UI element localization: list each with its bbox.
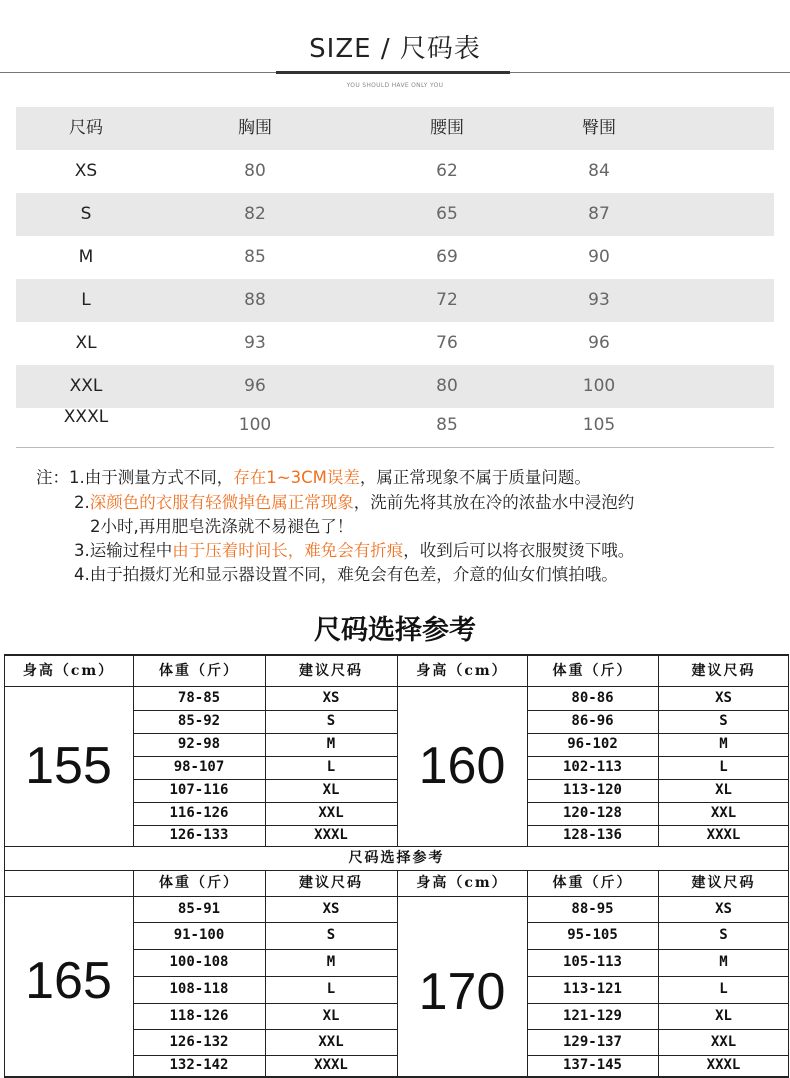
size-cell: S bbox=[719, 713, 728, 729]
size-cell: XS bbox=[715, 690, 732, 706]
bust-cell: 96 bbox=[244, 376, 266, 396]
bust-cell: 85 bbox=[244, 247, 266, 267]
header-weight: 体重（斤） bbox=[159, 875, 239, 891]
size-cell: XXXL bbox=[63, 407, 109, 427]
waist-cell: 76 bbox=[436, 333, 458, 353]
hip-cell: 90 bbox=[588, 247, 610, 267]
note-2-highlight: 深颜色的衣服有轻微掉色属正常现象 bbox=[89, 493, 354, 512]
size-cell: M bbox=[326, 954, 336, 970]
weight-cell: 78-85 bbox=[177, 690, 221, 706]
header-size: 建议尺码 bbox=[691, 875, 756, 891]
table-row bbox=[16, 150, 774, 193]
reference-title: 尺码选择参考 bbox=[314, 615, 476, 646]
waist-cell: 72 bbox=[436, 290, 458, 310]
weight-cell: 121-129 bbox=[562, 1008, 622, 1024]
size-cell: XXL bbox=[710, 805, 737, 821]
hip-cell: 105 bbox=[582, 415, 616, 435]
note-3-text: 3.运输过程中 bbox=[74, 541, 173, 560]
table-row bbox=[16, 279, 774, 322]
waist-cell: 80 bbox=[436, 376, 458, 396]
header-weight: 体重（斤） bbox=[159, 663, 239, 679]
weight-cell: 118-126 bbox=[169, 1008, 229, 1024]
weight-cell: 86-96 bbox=[571, 713, 614, 729]
header-cell-hip: 臀围 bbox=[582, 118, 616, 138]
weight-cell: 126-133 bbox=[169, 827, 229, 843]
weight-cell: 96-102 bbox=[567, 736, 618, 752]
size-cell: XS bbox=[322, 901, 340, 917]
page-subtitle: YOU SHOULD HAVE ONLY YOU bbox=[346, 82, 444, 89]
header-size: 建议尺码 bbox=[691, 663, 756, 679]
size-cell: XXXL bbox=[706, 1057, 741, 1073]
size-cell: XXL bbox=[710, 1034, 737, 1050]
table-row bbox=[16, 193, 774, 236]
note-2-text-end: ，洗前先将其放在冷的浓盐水中浸泡约 bbox=[353, 493, 635, 512]
size-cell: XXL bbox=[69, 376, 103, 396]
size-cell: L bbox=[719, 759, 728, 775]
header-height: 身高（cm） bbox=[22, 663, 115, 679]
bust-cell: 80 bbox=[244, 161, 266, 181]
size-table-header bbox=[16, 107, 774, 150]
height-165: 165 bbox=[25, 952, 112, 1010]
size-cell: XL bbox=[322, 1008, 340, 1024]
bust-cell: 100 bbox=[238, 415, 272, 435]
note-3-highlight: 由于压着时间长，难免会有折痕 bbox=[172, 541, 404, 560]
size-cell: S bbox=[326, 927, 336, 943]
size-cell: L bbox=[719, 981, 728, 997]
table-bottom-rule bbox=[16, 447, 774, 448]
weight-cell: 85-91 bbox=[177, 901, 221, 917]
size-cell: XL bbox=[715, 782, 732, 798]
weight-cell: 108-118 bbox=[169, 981, 229, 997]
size-cell: XXL bbox=[318, 1034, 344, 1050]
waist-cell: 65 bbox=[436, 204, 458, 224]
weight-cell: 120-128 bbox=[562, 805, 622, 821]
weight-cell: 132-142 bbox=[169, 1057, 229, 1073]
size-cell: S bbox=[326, 713, 336, 729]
note-3-text-end: ，收到后可以将衣服熨烫下哦。 bbox=[403, 541, 635, 560]
size-cell: M bbox=[719, 954, 728, 970]
weight-cell: 126-132 bbox=[169, 1034, 229, 1050]
waist-cell: 62 bbox=[436, 161, 458, 181]
size-cell: M bbox=[719, 736, 728, 752]
height-160: 160 bbox=[418, 737, 506, 795]
weight-cell: 95-105 bbox=[567, 927, 618, 943]
note-2-line2: 2小时,再用肥皂洗涤就不易褪色了！ bbox=[90, 517, 354, 536]
size-cell: XL bbox=[75, 333, 97, 353]
waist-cell: 69 bbox=[436, 247, 458, 267]
header-size: 建议尺码 bbox=[299, 663, 363, 679]
weight-cell: 137-145 bbox=[562, 1057, 622, 1073]
note-1-highlight: 存在1~3CM误差 bbox=[233, 468, 360, 487]
weight-cell: 100-108 bbox=[169, 954, 229, 970]
weight-cell: 113-120 bbox=[562, 782, 622, 798]
weight-cell: 107-116 bbox=[169, 782, 229, 798]
size-cell: XL bbox=[715, 1008, 732, 1024]
hip-cell: 96 bbox=[588, 333, 610, 353]
header-accent-bar bbox=[276, 71, 510, 74]
weight-cell: 128-136 bbox=[562, 827, 622, 843]
table-row bbox=[16, 236, 774, 279]
header-cell-size: 尺码 bbox=[69, 118, 103, 138]
size-cell: XXXL bbox=[706, 827, 741, 843]
header-cell-waist: 腰围 bbox=[430, 118, 464, 138]
size-cell: XXL bbox=[318, 805, 344, 821]
hip-cell: 93 bbox=[588, 290, 610, 310]
note-1-text: 注：1.由于测量方式不同， bbox=[36, 468, 234, 487]
height-170: 170 bbox=[418, 963, 506, 1021]
note-2 bbox=[74, 491, 634, 515]
weight-cell: 92-98 bbox=[177, 736, 221, 752]
size-cell: XL bbox=[322, 782, 340, 798]
note-3 bbox=[74, 539, 634, 563]
table-row bbox=[16, 404, 774, 447]
reference-subtitle: 尺码选择参考 bbox=[348, 850, 445, 866]
page-title: SIZE / 尺码表 bbox=[309, 34, 481, 64]
header-cell-bust: 胸围 bbox=[238, 118, 272, 138]
waist-cell: 85 bbox=[436, 415, 458, 435]
size-cell: S bbox=[80, 204, 92, 224]
size-cell: XXXL bbox=[314, 1057, 348, 1073]
note-1-text-end: ，属正常现象不属于质量问题。 bbox=[359, 468, 591, 487]
weight-cell: 113-121 bbox=[562, 981, 622, 997]
header-weight: 体重（斤） bbox=[552, 663, 633, 679]
weight-cell: 98-107 bbox=[173, 759, 225, 775]
weight-cell: 129-137 bbox=[562, 1034, 622, 1050]
size-cell: L bbox=[326, 981, 336, 997]
size-cell: XS bbox=[322, 690, 340, 706]
size-cell: XXXL bbox=[314, 827, 348, 843]
table-row bbox=[16, 322, 774, 365]
header-size: 建议尺码 bbox=[299, 875, 363, 891]
header-weight: 体重（斤） bbox=[552, 875, 633, 891]
size-cell: XS bbox=[715, 901, 732, 917]
height-155: 155 bbox=[25, 737, 112, 795]
hip-cell: 84 bbox=[588, 161, 610, 181]
weight-cell: 116-126 bbox=[169, 805, 229, 821]
weight-cell: 88-95 bbox=[571, 901, 614, 917]
bust-cell: 88 bbox=[244, 290, 266, 310]
note-4: 4.由于拍摄灯光和显示器设置不同，难免会有色差，介意的仙女们慎拍哦。 bbox=[74, 565, 618, 584]
weight-cell: 85-92 bbox=[177, 713, 221, 729]
bust-cell: 82 bbox=[244, 204, 266, 224]
weight-cell: 105-113 bbox=[562, 954, 622, 970]
size-cell: M bbox=[326, 736, 336, 752]
weight-cell: 80-86 bbox=[571, 690, 614, 706]
size-cell: S bbox=[719, 927, 728, 943]
weight-cell: 91-100 bbox=[173, 927, 225, 943]
note-1 bbox=[36, 466, 591, 490]
size-cell: L bbox=[81, 290, 91, 310]
header-height: 身高（cm） bbox=[416, 875, 508, 891]
size-cell: M bbox=[78, 247, 94, 267]
size-cell: L bbox=[326, 759, 336, 775]
hip-cell: 87 bbox=[588, 204, 610, 224]
bust-cell: 93 bbox=[244, 333, 266, 353]
size-cell: XS bbox=[74, 161, 98, 181]
hip-cell: 100 bbox=[582, 376, 616, 396]
note-2-text: 2. bbox=[74, 493, 90, 512]
weight-cell: 102-113 bbox=[562, 759, 622, 775]
header-height: 身高（cm） bbox=[416, 663, 508, 679]
